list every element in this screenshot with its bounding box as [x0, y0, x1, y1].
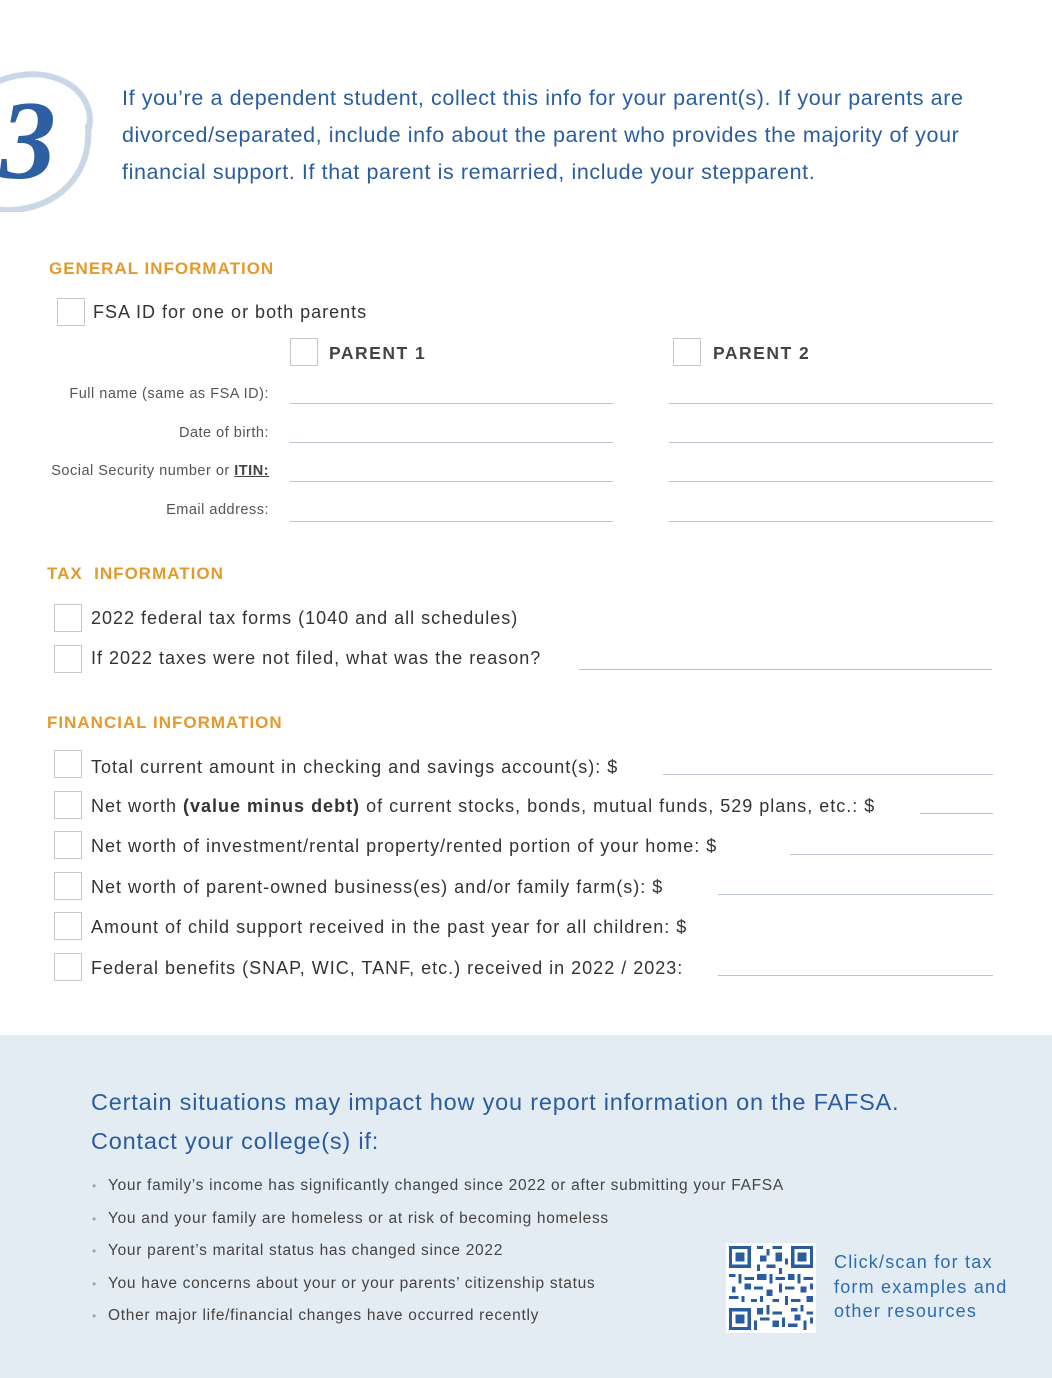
situations-list [92, 1174, 784, 1337]
checking-savings-checkbox[interactable] [54, 750, 82, 778]
fsa-id-checkbox[interactable] [57, 298, 85, 326]
child-support-label: Amount of child support received in the past year for all children: $ [91, 917, 688, 937]
federal-benefits-checkbox[interactable] [54, 953, 82, 981]
list-item: • Your parent’s marital status has changed since 2022 [92, 1239, 784, 1272]
investment-property-checkbox[interactable] [54, 831, 82, 859]
business-farm-checkbox[interactable] [54, 872, 82, 900]
parent1-heading: PARENT 1 [329, 343, 427, 363]
ssn-label: Social Security number or ITIN: [51, 463, 269, 479]
parent1-email-field[interactable] [290, 521, 613, 522]
fsa-id-label: FSA ID for one or both parents [93, 302, 368, 322]
tax-forms-label: 2022 federal tax forms (1040 and all schedules) [91, 608, 519, 628]
checking-savings-label: Total current amount in checking and savings account(s): $ [91, 757, 619, 777]
step-number: 3 [0, 79, 56, 203]
parent1-checkbox[interactable] [290, 338, 318, 366]
date-of-birth-label: Date of birth: [178, 425, 269, 441]
parent2-email-field[interactable] [669, 521, 993, 522]
step-number-badge [0, 66, 100, 212]
taxes-not-filed-checkbox[interactable] [54, 645, 82, 673]
federal-benefits-field[interactable] [718, 975, 993, 976]
qr-code-icon[interactable] [726, 1243, 816, 1333]
parent2-checkbox[interactable] [673, 338, 701, 366]
full-name-label: Full name (same as FSA ID): [69, 386, 269, 402]
qr-caption-link[interactable]: Click/scan for tax form examples and other resources [834, 1252, 1008, 1321]
investment-property-label: Net worth of investment/rental property/rented portion of your home: $ [91, 836, 718, 856]
taxes-not-filed-label: If 2022 taxes were not filed, what was the reason? [91, 648, 542, 668]
business-farm-field[interactable] [718, 894, 993, 895]
stocks-net-worth-field[interactable] [920, 813, 993, 814]
itin-link[interactable]: ITIN: [234, 463, 269, 479]
stocks-net-worth-label: Net worth (value minus debt) of current stocks, bonds, mutual funds, 529 plans, etc.: $ [91, 796, 876, 816]
checking-savings-field[interactable] [663, 774, 993, 775]
parent1-dob-field[interactable] [290, 442, 613, 443]
parent1-full-name-field[interactable] [290, 403, 613, 404]
email-label: Email address: [166, 502, 269, 518]
list-item: • Other major life/financial changes have occurred recently [92, 1304, 784, 1337]
parent2-full-name-field[interactable] [669, 403, 993, 404]
list-item: • You have concerns about your or your parents’ citizenship status [92, 1272, 784, 1305]
intro-text: If you’re a dependent student, collect this info for your parent(s). If your parents are divorced/separated, include info about the parent who provides the majority of your financial support. If that parent is remarried, include your stepparent. [122, 86, 964, 184]
parent2-ssn-field[interactable] [669, 481, 993, 482]
financial-information-heading: FINANCIAL INFORMATION [47, 713, 283, 732]
general-information-heading: GENERAL INFORMATION [49, 259, 275, 278]
situations-heading: Certain situations may impact how you report information on the FAFSA. Contact your college(s) if: [91, 1089, 900, 1154]
list-item: • You and your family are homeless or at risk of becoming homeless [92, 1207, 784, 1240]
parent2-dob-field[interactable] [669, 442, 993, 443]
business-farm-label: Net worth of parent-owned business(es) and/or family farm(s): $ [91, 877, 664, 897]
stocks-net-worth-checkbox[interactable] [54, 791, 82, 819]
parent2-heading: PARENT 2 [713, 343, 811, 363]
federal-benefits-label: Federal benefits (SNAP, WIC, TANF, etc.) received in 2022 / 2023: [91, 958, 684, 978]
tax-forms-checkbox[interactable] [54, 604, 82, 632]
child-support-checkbox[interactable] [54, 912, 82, 940]
investment-property-field[interactable] [790, 854, 993, 855]
parent1-ssn-field[interactable] [290, 481, 613, 482]
tax-information-heading: TAX INFORMATION [47, 564, 224, 583]
taxes-not-filed-reason-field[interactable] [579, 669, 992, 670]
list-item: • Your family’s income has significantly changed since 2022 or after submitting your FAFSA [92, 1174, 784, 1207]
